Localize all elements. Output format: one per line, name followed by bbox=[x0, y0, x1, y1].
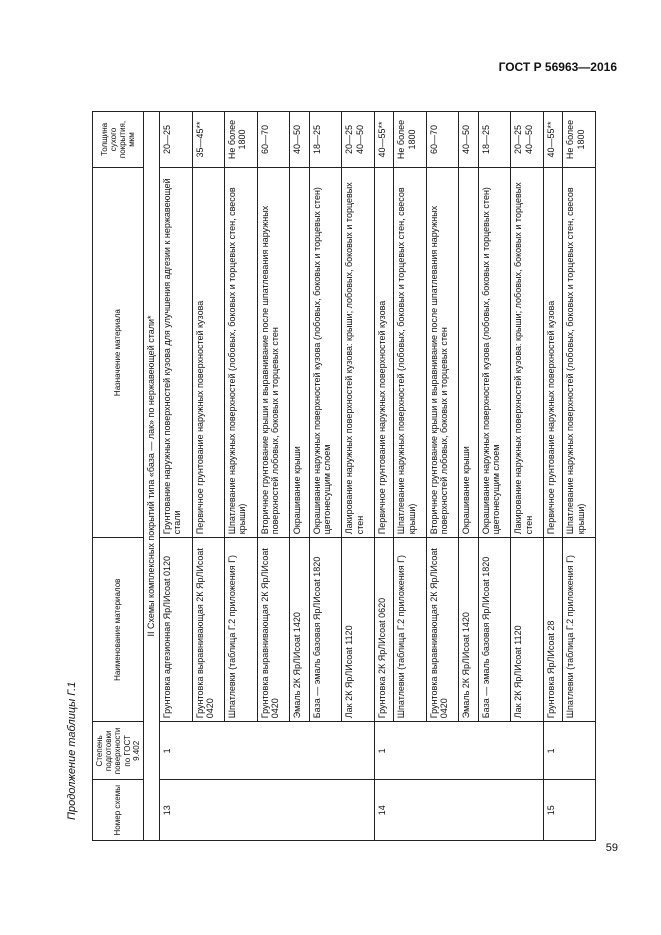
material-purpose-cell: Окрашивание наружных поверхностей кузова (лобовых, боковых и торцевых стен) цветонесущим слоем bbox=[478, 167, 511, 537]
rotated-table-container bbox=[92, 111, 596, 841]
thickness-cell: 35—45** bbox=[192, 112, 225, 168]
material-name-cell: Грунтовка ЯрЛИcoat 28 bbox=[543, 538, 562, 722]
material-name-cell: База — эмаль базовая ЯрЛИcoat 1820 bbox=[309, 538, 342, 722]
thickness-cell: Не более 1800 bbox=[225, 112, 258, 168]
material-purpose-cell: Окрашивание крыши bbox=[459, 167, 478, 537]
material-name-cell: Лак 2К ЯрЛИcoat 1120 bbox=[511, 538, 544, 722]
material-purpose-cell: Лакирование наружных поверхностей кузова: крыши; лобовых, боковых и торцевых стен bbox=[342, 167, 375, 537]
material-name-cell: Грунтовка выравнивающая 2К ЯрЛИcoat 0420 bbox=[257, 538, 290, 722]
thickness-cell: 20—25 40—50 bbox=[511, 112, 544, 168]
coating-schemes-table bbox=[92, 111, 596, 841]
thickness-cell: 18—25 bbox=[478, 112, 511, 168]
material-name-cell: Грунтовка 2К ЯрЛИcoat 0620 bbox=[374, 538, 393, 722]
material-name-cell: Шпатлевки (таблица Г.2 приложения Г) bbox=[394, 538, 427, 722]
material-purpose-cell: Первичное грунтование наружных поверхностей кузова bbox=[543, 167, 562, 537]
thickness-cell: 20—25 40—50 bbox=[342, 112, 375, 168]
material-purpose-cell: Шпатлевание наружных поверхностей (лобовых, боковых и торцевых стен, свесов крыши) bbox=[394, 167, 427, 537]
material-name-cell: Грунтовка выравнивающая 2К ЯрЛИcoat 0420 bbox=[426, 538, 459, 722]
col-header-dry-thickness: Толщина сухого покрытия, мкм bbox=[93, 112, 144, 168]
material-purpose-cell: Шпатлевание наружных поверхностей (лобовых, боковых и торцевых стен, свесов крыши) bbox=[563, 167, 596, 537]
section-title: II Схемы комплексных покрытий типа «база — лак» по нержавеющей стали* bbox=[143, 112, 159, 841]
table-row bbox=[374, 112, 393, 841]
scheme-number-cell: 13 bbox=[159, 780, 374, 841]
material-purpose-cell: Вторичное грунтование крыши и выравнивание после шпатлевания наружных поверхностей лобовых, боковых и торцевых стен bbox=[257, 167, 290, 537]
surface-prep-cell: 1 bbox=[543, 722, 595, 780]
thickness-cell: 40—55** bbox=[543, 112, 562, 168]
material-name-cell: Грунтовка выравнивающая 2К ЯрЛИcoat 0420 bbox=[192, 538, 225, 722]
material-purpose-cell: Вторичное грунтование крыши и выравнивание после шпатлевания наружных поверхностей лобовых, боковых и торцевых стен bbox=[426, 167, 459, 537]
thickness-cell: 60—70 bbox=[257, 112, 290, 168]
material-purpose-cell: Окрашивание крыши bbox=[290, 167, 309, 537]
material-name-cell: Шпатлевки (таблица Г.2 приложения Г) bbox=[225, 538, 258, 722]
material-purpose-cell: Первичное грунтование наружных поверхностей кузова bbox=[192, 167, 225, 537]
thickness-cell: 40—50 bbox=[290, 112, 309, 168]
table-row bbox=[543, 112, 562, 841]
material-purpose-cell: Лакирование наружных поверхностей кузова: крыши; лобовых, боковых и торцевых стен bbox=[511, 167, 544, 537]
table-row bbox=[159, 112, 192, 841]
thickness-cell: 40—50 bbox=[459, 112, 478, 168]
standard-header: ГОСТ Р 56963—2016 bbox=[498, 60, 617, 74]
surface-prep-cell: 1 bbox=[159, 722, 374, 780]
surface-prep-cell: 1 bbox=[374, 722, 543, 780]
col-header-material-purpose: Назначение материала bbox=[93, 167, 144, 537]
col-header-material-name: Наименование материалов bbox=[93, 538, 144, 722]
material-name-cell: Эмаль 2К ЯрЛИcoat 1420 bbox=[290, 538, 309, 722]
page-number: 59 bbox=[605, 842, 618, 854]
thickness-cell: Не более 1800 bbox=[394, 112, 427, 168]
scheme-number-cell: 15 bbox=[543, 780, 595, 841]
table-header-row bbox=[93, 112, 144, 841]
thickness-cell: Не более 1800 bbox=[563, 112, 596, 168]
material-name-cell: Эмаль 2К ЯрЛИcoat 1420 bbox=[459, 538, 478, 722]
thickness-cell: 60—70 bbox=[426, 112, 459, 168]
material-name-cell: Грунтовка адгезионная ЯрЛИcoat 0120 bbox=[159, 538, 192, 722]
material-purpose-cell: Первичное грунтование наружных поверхностей кузова bbox=[374, 167, 393, 537]
col-header-scheme-number: Номер схемы bbox=[93, 780, 144, 841]
material-name-cell: Шпатлевки (таблица Г.2 приложения Г) bbox=[563, 538, 596, 722]
scheme-number-cell: 14 bbox=[374, 780, 543, 841]
material-purpose-cell: Шпатлевание наружных поверхностей (лобовых, боковых и торцевых стен, свесов крыши) bbox=[225, 167, 258, 537]
material-name-cell: База — эмаль базовая ЯрЛИcoat 1820 bbox=[478, 538, 511, 722]
thickness-cell: 20—25 bbox=[159, 112, 192, 168]
thickness-cell: 40—55** bbox=[374, 112, 393, 168]
col-header-surface-prep: Степень подготовки поверхности по ГОСТ 9.402 bbox=[93, 722, 144, 780]
material-purpose-cell: Грунтование наружных поверхностей кузова для улучшения адгезии к нержавеющей стали bbox=[159, 167, 192, 537]
table-caption: Продолжение таблицы Г.1 bbox=[66, 681, 78, 820]
material-name-cell: Лак 2К ЯрЛИcoat 1120 bbox=[342, 538, 375, 722]
thickness-cell: 18—25 bbox=[309, 112, 342, 168]
material-purpose-cell: Окрашивание наружных поверхностей кузова (лобовых, боковых и торцевых стен) цветонесущим слоем bbox=[309, 167, 342, 537]
